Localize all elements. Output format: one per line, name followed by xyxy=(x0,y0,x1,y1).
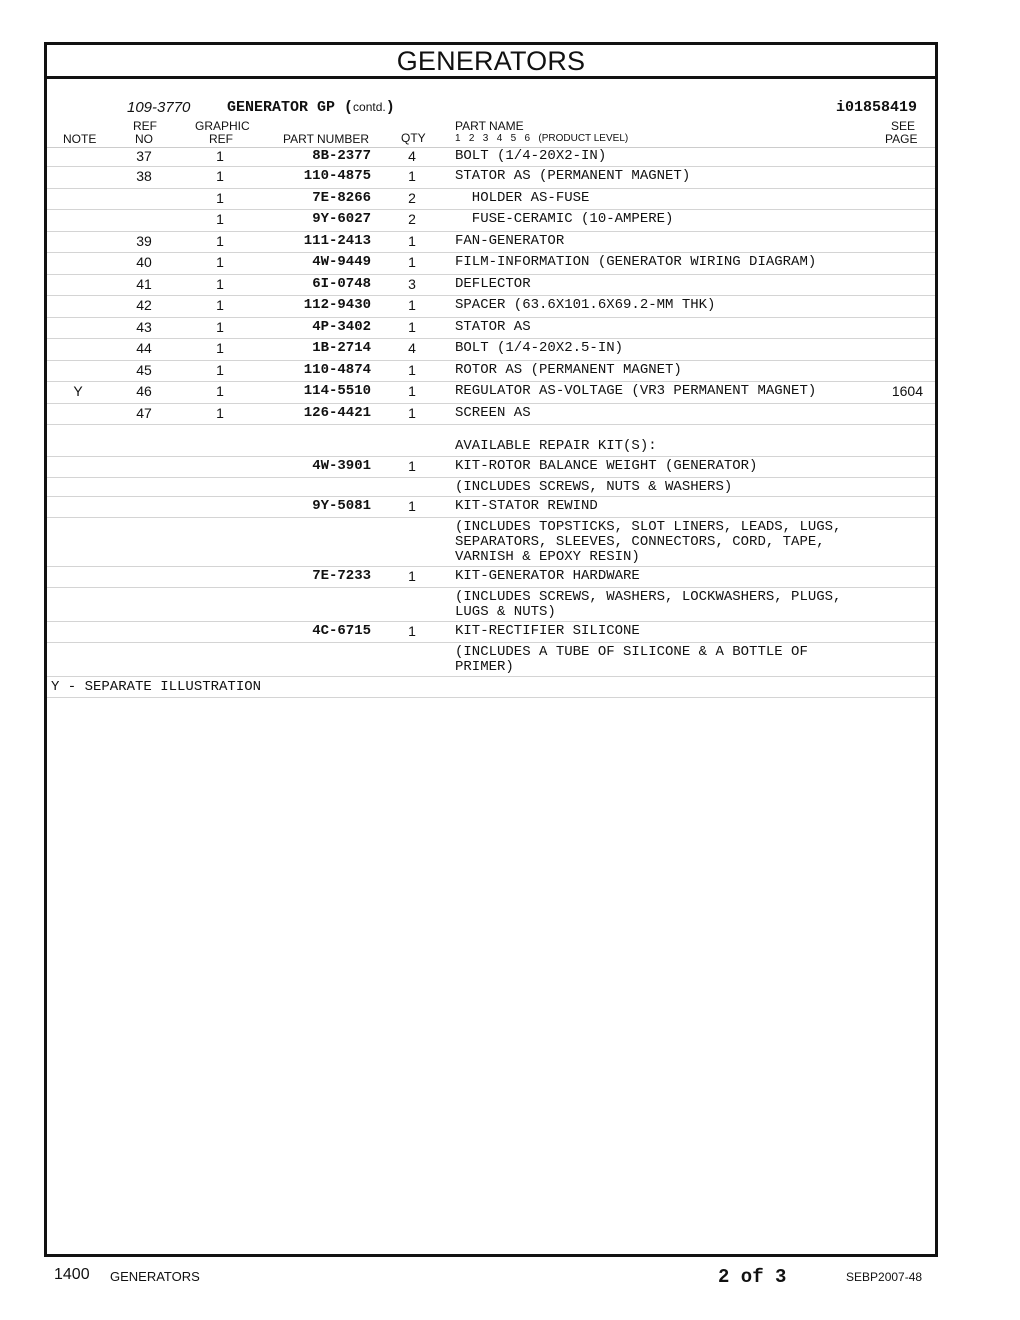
kit-name-cell: KIT-RECTIFIER SILICONE xyxy=(455,623,640,639)
qty-cell: 4 xyxy=(408,148,416,164)
footnote-row xyxy=(47,677,935,698)
group-name-close: ) xyxy=(385,99,395,116)
part-number-cell: 9Y-6027 xyxy=(312,211,371,227)
note-cell: Y xyxy=(73,383,83,399)
table-row xyxy=(47,361,935,383)
ref-no-cell: 41 xyxy=(136,275,152,292)
part-name-cell: ROTOR AS (PERMANENT MAGNET) xyxy=(455,361,682,378)
ref-no-cell: 37 xyxy=(136,148,152,164)
see-page-cell: 1604 xyxy=(891,383,923,399)
ref-no-cell: 46 xyxy=(136,383,152,399)
ref-no-cell: 47 xyxy=(136,404,152,421)
kit-heading-row xyxy=(47,425,935,457)
table-row xyxy=(47,296,935,318)
header-see-bottom: PAGE xyxy=(885,132,918,146)
ref-no-cell: 44 xyxy=(136,340,152,356)
kit-heading: AVAILABLE REPAIR KIT(S): xyxy=(455,438,657,454)
part-number-cell: 4W-9449 xyxy=(312,254,371,270)
table-row xyxy=(47,210,935,232)
table-row xyxy=(47,167,935,189)
part-name-cell: FUSE-CERAMIC (10-AMPERE) xyxy=(455,211,674,227)
graphic-ref-cell: 1 xyxy=(216,297,224,313)
graphic-ref-cell: 1 xyxy=(216,361,224,378)
group-header xyxy=(47,97,935,119)
qty-cell: 1 xyxy=(408,297,416,313)
qty-cell: 1 xyxy=(408,232,416,249)
footer-page-of: 2 of 3 xyxy=(718,1266,787,1288)
table-row xyxy=(47,147,935,167)
part-name-cell: DEFLECTOR xyxy=(455,275,531,292)
kit-desc-row xyxy=(47,643,935,677)
graphic-ref-cell: 1 xyxy=(216,318,224,335)
part-number-cell: 6I-0748 xyxy=(312,275,371,292)
kit-name-cell: KIT-GENERATOR HARDWARE xyxy=(455,568,640,584)
part-name-cell: SPACER (63.6X101.6X69.2-MM THK) xyxy=(455,297,716,313)
qty-cell: 2 xyxy=(408,189,416,206)
graphic-ref-cell: 1 xyxy=(216,148,224,164)
part-name-cell: STATOR AS (PERMANENT MAGNET) xyxy=(455,168,691,184)
contd-label: contd. xyxy=(353,100,386,114)
table-row xyxy=(47,275,935,297)
part-name-cell: FILM-INFORMATION (GENERATOR WIRING DIAGRAM) xyxy=(455,254,817,270)
ref-no-cell: 40 xyxy=(136,254,152,270)
kit-row xyxy=(47,457,935,478)
kit-part-number-cell: 7E-7233 xyxy=(312,568,371,584)
part-number-cell: 126-4421 xyxy=(303,404,371,421)
page-frame xyxy=(44,42,938,1257)
part-number-cell: 111-2413 xyxy=(303,232,371,249)
footer-page-number: 1400 xyxy=(54,1266,90,1283)
kit-desc-row xyxy=(47,478,935,497)
ref-no-cell: 38 xyxy=(136,168,152,184)
kit-part-number-cell: 9Y-5081 xyxy=(312,498,371,514)
qty-cell: 1 xyxy=(408,168,416,184)
qty-cell: 1 xyxy=(408,383,416,399)
part-name-cell: BOLT (1/4-20X2-IN) xyxy=(455,148,607,164)
table-row xyxy=(47,189,935,211)
part-name-cell: BOLT (1/4-20X2.5-IN) xyxy=(455,340,624,356)
kit-qty-cell: 1 xyxy=(408,623,416,639)
kit-row xyxy=(47,497,935,518)
parts-table xyxy=(47,147,935,698)
part-name-cell: SCREEN AS xyxy=(455,404,531,421)
qty-cell: 1 xyxy=(408,254,416,270)
ref-no-cell: 39 xyxy=(136,232,152,249)
group-number: 109-3770 xyxy=(127,99,191,116)
kit-description-cell: (INCLUDES SCREWS, WASHERS, LOCKWASHERS, PLUGS, LUGS & NUTS) xyxy=(455,589,842,620)
footer-section: GENERATORS xyxy=(110,1269,200,1284)
part-number-cell: 110-4875 xyxy=(303,168,371,184)
header-graphic-top: GRAPHIC xyxy=(195,119,250,133)
footnote: Y - SEPARATE ILLUSTRATION xyxy=(51,679,262,695)
kit-part-number-cell: 4W-3901 xyxy=(312,458,371,474)
kit-name-cell: KIT-STATOR REWIND xyxy=(455,498,598,514)
page-footer xyxy=(0,1262,1020,1292)
graphic-ref-cell: 1 xyxy=(216,254,224,270)
graphic-ref-cell: 1 xyxy=(216,168,224,184)
group-name-text: GENERATOR GP ( xyxy=(227,99,354,116)
part-number-cell: 7E-8266 xyxy=(312,189,371,206)
header-graphic-bottom: REF xyxy=(209,132,233,146)
kit-description-cell: (INCLUDES TOPSTICKS, SLOT LINERS, LEADS, LUGS, SEPARATORS, SLEEVES, CONNECTORS, CORD, TAPE, VARNISH & EPOXY RESIN) xyxy=(455,519,842,565)
part-name-cell: FAN-GENERATOR xyxy=(455,232,565,249)
page-title: GENERATORS xyxy=(47,45,935,79)
ref-no-cell: 45 xyxy=(136,361,152,378)
qty-cell: 1 xyxy=(408,404,416,421)
graphic-ref-cell: 1 xyxy=(216,211,224,227)
group-id: i01858419 xyxy=(835,99,917,116)
kit-qty-cell: 1 xyxy=(408,568,416,584)
qty-cell: 2 xyxy=(408,211,416,227)
graphic-ref-cell: 1 xyxy=(216,189,224,206)
table-row xyxy=(47,339,935,361)
table-row xyxy=(47,253,935,275)
graphic-ref-cell: 1 xyxy=(216,383,224,399)
graphic-ref-cell: 1 xyxy=(216,404,224,421)
part-name-cell: STATOR AS xyxy=(455,318,531,335)
part-number-cell: 8B-2377 xyxy=(312,148,371,164)
qty-cell: 1 xyxy=(408,318,416,335)
table-row xyxy=(47,318,935,340)
kit-name-cell: KIT-ROTOR BALANCE WEIGHT (GENERATOR) xyxy=(455,458,758,474)
kit-row xyxy=(47,622,935,643)
part-name-cell: HOLDER AS-FUSE xyxy=(455,189,590,206)
ref-no-cell: 43 xyxy=(136,318,152,335)
kit-description-cell: (INCLUDES SCREWS, NUTS & WASHERS) xyxy=(455,479,733,495)
table-row xyxy=(47,382,935,404)
table-row xyxy=(47,404,935,426)
kit-qty-cell: 1 xyxy=(408,498,416,514)
qty-cell: 1 xyxy=(408,361,416,378)
part-number-cell: 110-4874 xyxy=(303,361,371,378)
part-name-cell: REGULATOR AS-VOLTAGE (VR3 PERMANENT MAGNET) xyxy=(455,383,817,399)
kit-desc-row xyxy=(47,588,935,622)
kit-description-cell: (INCLUDES A TUBE OF SILICONE & A BOTTLE OF PRIMER) xyxy=(455,644,808,675)
group-name xyxy=(227,99,395,116)
header-ref-bottom: NO xyxy=(135,132,153,146)
graphic-ref-cell: 1 xyxy=(216,232,224,249)
header-part-number: PART NUMBER xyxy=(283,132,370,146)
kit-desc-row xyxy=(47,518,935,567)
part-number-cell: 4P-3402 xyxy=(312,318,371,335)
header-note: NOTE xyxy=(63,132,97,146)
ref-no-cell: 42 xyxy=(136,297,152,313)
header-qty: QTY xyxy=(401,131,426,145)
kit-row xyxy=(47,567,935,588)
kit-qty-cell: 1 xyxy=(408,458,416,474)
part-number-cell: 114-5510 xyxy=(303,383,371,399)
header-product-level: 1 2 3 4 5 6 (PRODUCT LEVEL) xyxy=(455,133,629,144)
graphic-ref-cell: 1 xyxy=(216,275,224,292)
kit-part-number-cell: 4C-6715 xyxy=(312,623,371,639)
column-headers xyxy=(47,119,935,148)
header-ref-top: REF xyxy=(133,119,157,133)
footer-doc-id: SEBP2007-48 xyxy=(846,1270,923,1284)
qty-cell: 4 xyxy=(408,340,416,356)
header-part-name: PART NAME xyxy=(455,119,524,133)
table-row xyxy=(47,232,935,254)
header-see-top: SEE xyxy=(891,119,916,133)
qty-cell: 3 xyxy=(408,275,416,292)
graphic-ref-cell: 1 xyxy=(216,340,224,356)
part-number-cell: 1B-2714 xyxy=(312,340,371,356)
part-number-cell: 112-9430 xyxy=(303,297,371,313)
